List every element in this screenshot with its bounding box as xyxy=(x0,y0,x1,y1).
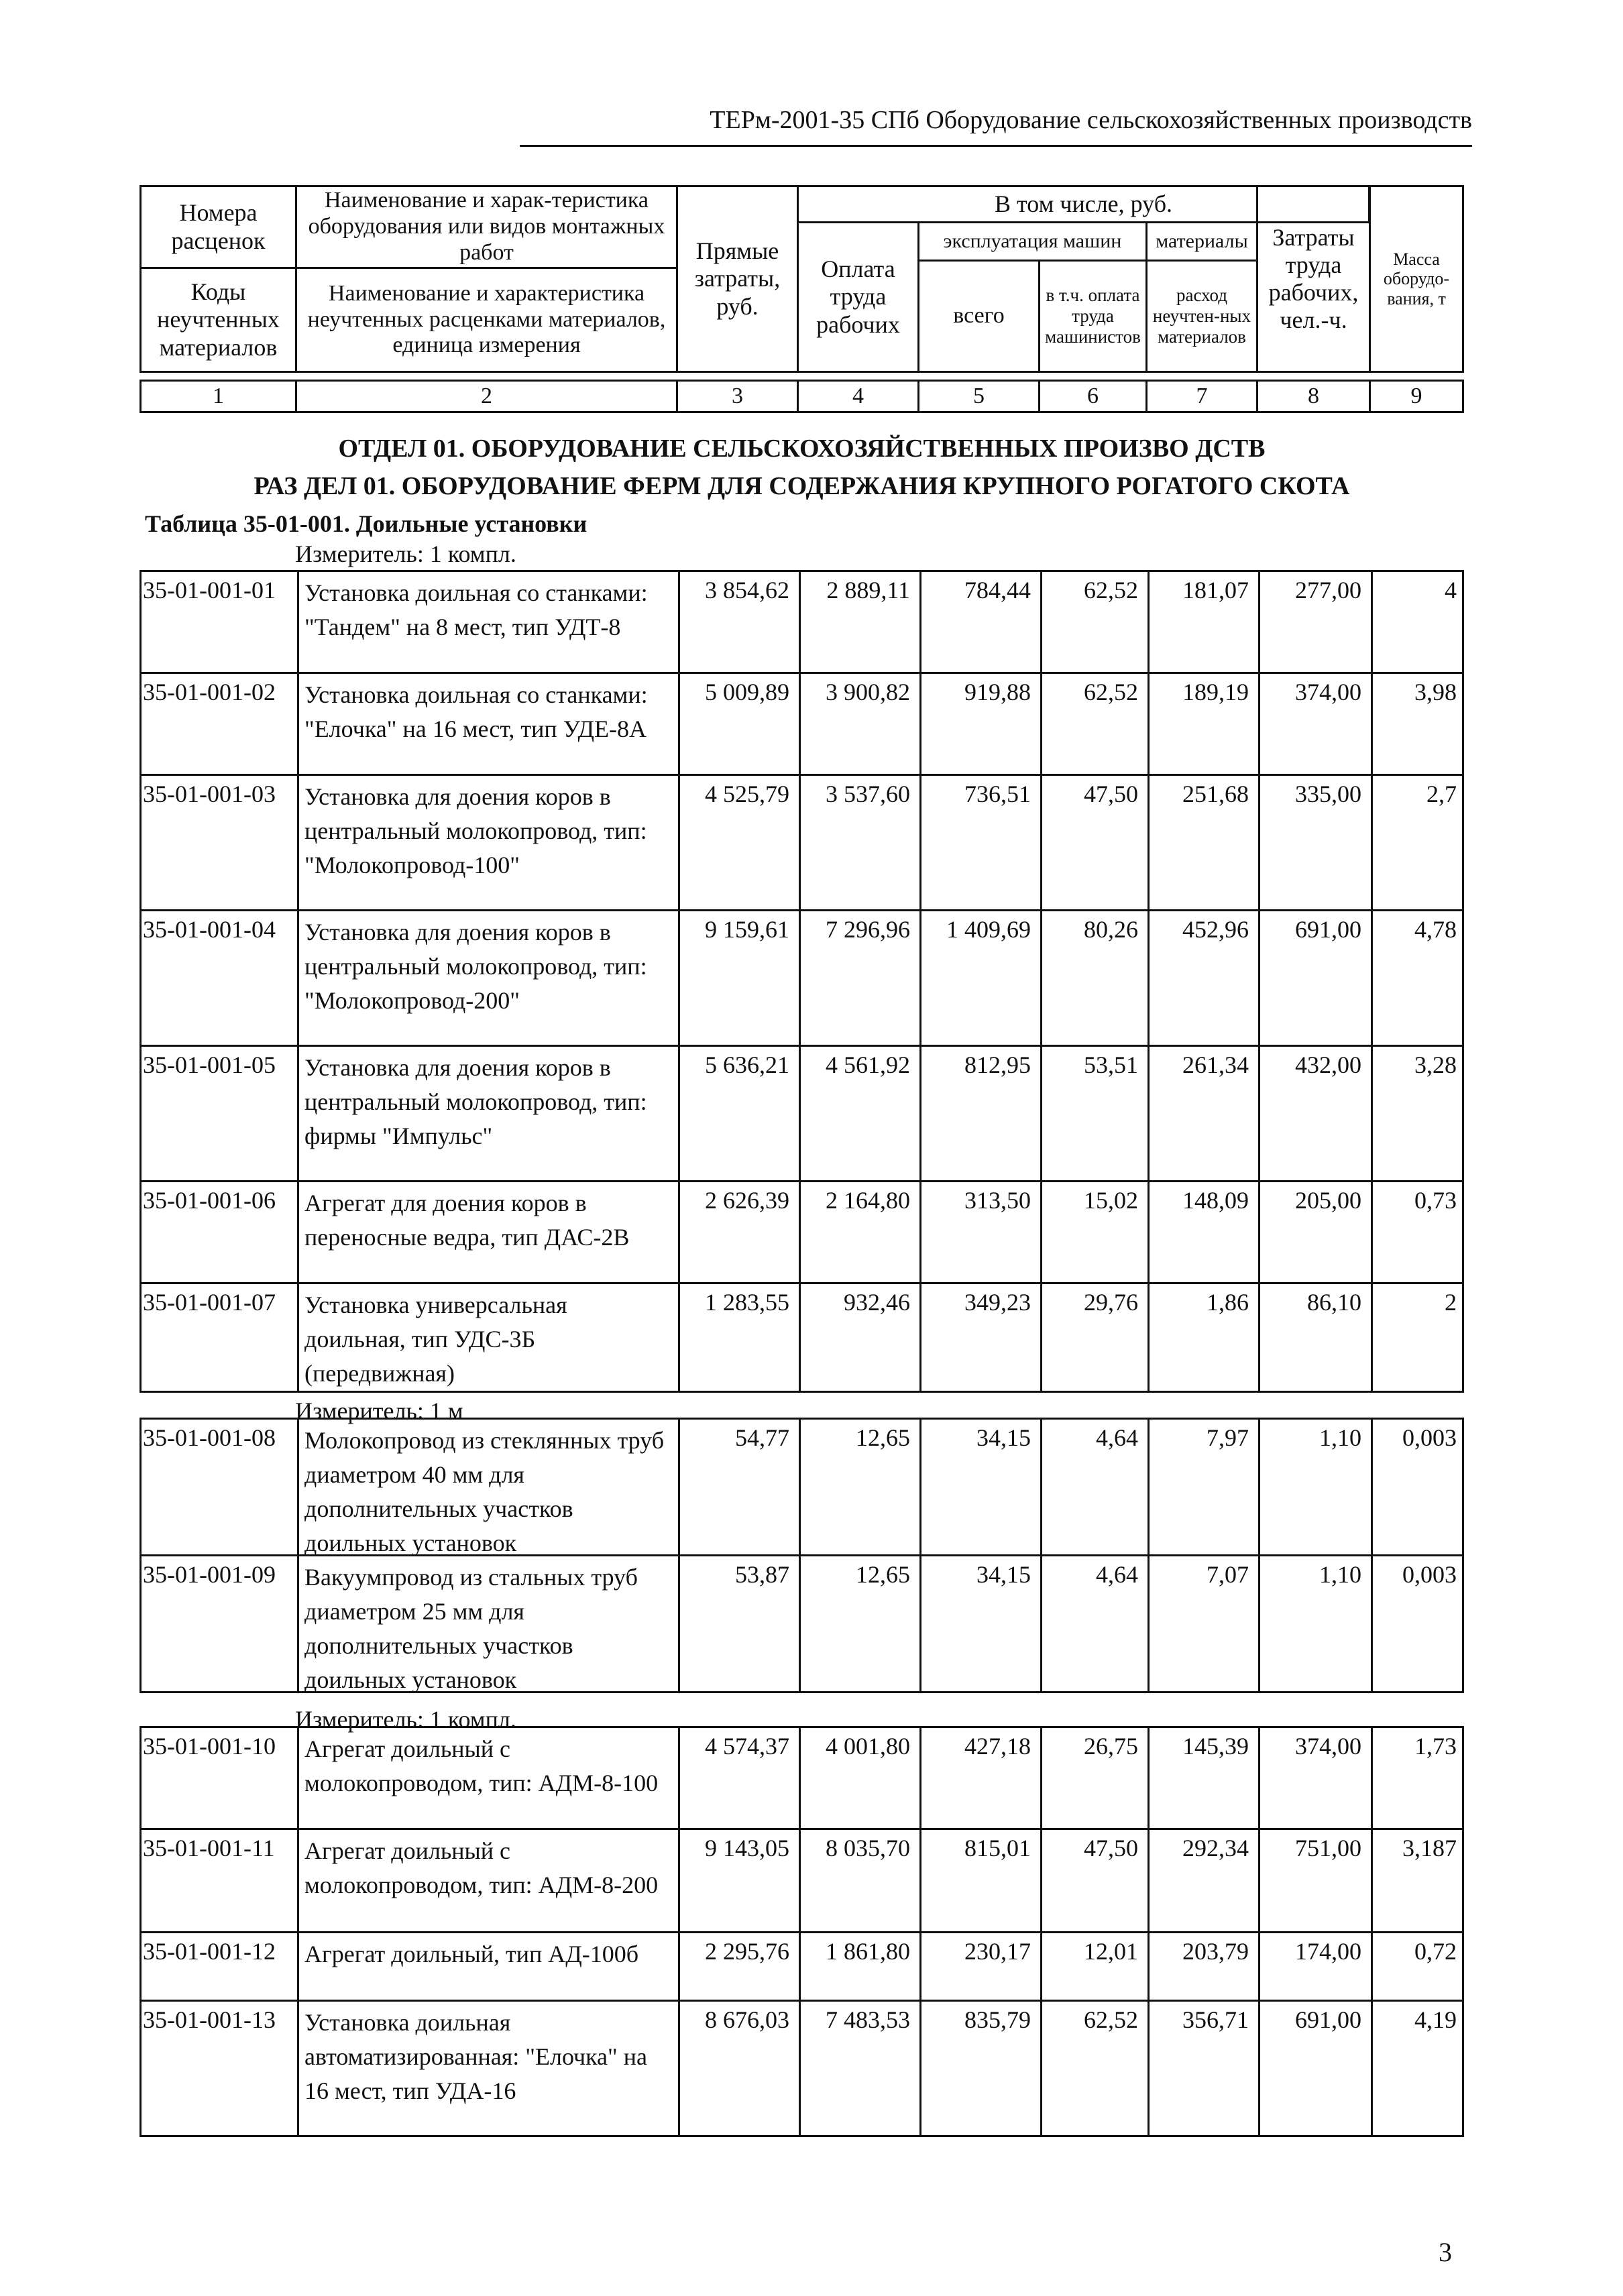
machine-total: 427,18 xyxy=(919,1728,1040,1828)
header-col7: расход неучтен-ных материалов xyxy=(1145,260,1258,373)
rate-code: 35-01-001-11 xyxy=(143,1835,275,1861)
rate-code: 35-01-001-12 xyxy=(143,1938,276,1965)
table-row xyxy=(139,1180,1464,1284)
col-number: 3 xyxy=(676,380,799,413)
machine-total: 34,15 xyxy=(919,1556,1040,1691)
table-row xyxy=(139,1931,1464,2002)
machinist-pay: 80,26 xyxy=(1040,911,1148,1045)
machinist-pay: 4,64 xyxy=(1040,1556,1148,1691)
labor-pay: 7 296,96 xyxy=(799,911,919,1045)
labor-pay: 3 537,60 xyxy=(799,776,919,909)
equipment-mass: 4,19 xyxy=(1371,2002,1466,2135)
equipment-mass: 2,7 xyxy=(1371,776,1466,909)
labor-pay: 8 035,70 xyxy=(799,1830,919,1931)
col-number: 7 xyxy=(1145,380,1258,413)
work-name: Установка для доения коров в центральный молокопровод, тип: фирмы "Импульс" xyxy=(297,1047,678,1180)
direct-costs: 5 636,21 xyxy=(678,1047,799,1180)
work-name: Установка доильная автоматизированная: "Елочка" на 16 мест, тип УДА-16 xyxy=(297,2002,678,2135)
table-row xyxy=(139,1828,1464,1933)
table-row xyxy=(139,672,1464,776)
direct-costs: 54,77 xyxy=(678,1420,799,1554)
machine-total: 313,50 xyxy=(919,1182,1040,1282)
direct-costs: 8 676,03 xyxy=(678,2002,799,2135)
labor-hours: 86,10 xyxy=(1258,1284,1371,1391)
col-number: 1 xyxy=(139,380,297,413)
table-row xyxy=(139,909,1464,1047)
machine-total: 812,95 xyxy=(919,1047,1040,1180)
labor-pay: 7 483,53 xyxy=(799,2002,919,2135)
header-machines: эксплуатация машин xyxy=(917,221,1148,262)
direct-costs: 53,87 xyxy=(678,1556,799,1691)
machinist-pay: 62,52 xyxy=(1040,572,1148,672)
equipment-mass: 4,78 xyxy=(1371,911,1466,1045)
rate-code: 35-01-001-01 xyxy=(143,577,276,604)
header-col4: Оплата труда рабочих xyxy=(797,221,919,373)
equipment-mass: 0,003 xyxy=(1371,1556,1466,1691)
header-col8: Затраты труда рабочих, чел.-ч. xyxy=(1256,185,1371,373)
materials-cost: 452,96 xyxy=(1148,911,1258,1045)
materials-cost: 261,34 xyxy=(1148,1047,1258,1180)
direct-costs: 2 295,76 xyxy=(678,1933,799,2000)
labor-pay: 4 001,80 xyxy=(799,1728,919,1828)
rate-code: 35-01-001-02 xyxy=(143,679,276,705)
header-col1-top: Номера расценок xyxy=(139,185,297,269)
machine-total: 784,44 xyxy=(919,572,1040,672)
equipment-mass: 3,98 xyxy=(1371,674,1466,774)
labor-hours: 374,00 xyxy=(1258,674,1371,774)
department-title: ОТДЕЛ 01. ОБОРУДОВАНИЕ СЕЛЬСКОХОЗЯЙСТВЕННЫХ ПРОИЗВО ДСТВ xyxy=(338,435,1266,463)
labor-hours: 277,00 xyxy=(1258,572,1371,672)
table-title: Таблица 35-01-001. Доильные установки xyxy=(145,510,587,537)
rate-code: 35-01-001-08 xyxy=(143,1424,276,1451)
materials-cost: 181,07 xyxy=(1148,572,1258,672)
materials-cost: 292,34 xyxy=(1148,1830,1258,1931)
running-title: ТЕРм-2001-35 СПб Оборудование сельскохозяйственных производств xyxy=(710,106,1472,134)
direct-costs: 4 574,37 xyxy=(678,1728,799,1828)
rate-code: 35-01-001-09 xyxy=(143,1561,276,1588)
machine-total: 1 409,69 xyxy=(919,911,1040,1045)
equipment-mass: 2 xyxy=(1371,1284,1466,1391)
machine-total: 230,17 xyxy=(919,1933,1040,2000)
machinist-pay: 47,50 xyxy=(1040,1830,1148,1931)
equipment-mass: 3,187 xyxy=(1371,1830,1466,1931)
col-number: 4 xyxy=(797,380,919,413)
col-number: 6 xyxy=(1038,380,1148,413)
measure-unit: Измеритель: 1 компл. xyxy=(295,1706,516,1733)
header-incl: В том числе, руб. xyxy=(797,185,1370,223)
direct-costs: 1 283,55 xyxy=(678,1284,799,1391)
work-name: Агрегат доильный с молокопроводом, тип: АДМ-8-200 xyxy=(297,1830,678,1931)
materials-cost: 1,86 xyxy=(1148,1284,1258,1391)
header-col9: Масса оборудо-вания, т xyxy=(1369,185,1464,373)
equipment-mass: 0,003 xyxy=(1371,1420,1466,1554)
machine-total: 736,51 xyxy=(919,776,1040,909)
labor-hours: 691,00 xyxy=(1258,2002,1371,2135)
table-row xyxy=(139,570,1464,674)
labor-hours: 432,00 xyxy=(1258,1047,1371,1180)
labor-pay: 3 900,82 xyxy=(799,674,919,774)
machinist-pay: 15,02 xyxy=(1040,1182,1148,1282)
header-materials: материалы xyxy=(1145,221,1258,262)
header-col3: Прямые затраты, руб. xyxy=(676,185,799,373)
work-name: Установка доильная со станками: "Тандем" на 8 мест, тип УДТ-8 xyxy=(297,572,678,672)
labor-pay: 2 889,11 xyxy=(799,572,919,672)
header-col2-bottom: Наименование и характеристика неучтенных расценками материалов, единица измерения xyxy=(295,267,678,373)
table-header xyxy=(139,185,1464,413)
machine-total: 349,23 xyxy=(919,1284,1040,1391)
labor-pay: 12,65 xyxy=(799,1556,919,1691)
col-number: 8 xyxy=(1256,380,1371,413)
work-name: Агрегат доильный с молокопроводом, тип: АДМ-8-100 xyxy=(297,1728,678,1828)
direct-costs: 5 009,89 xyxy=(678,674,799,774)
direct-costs: 9 143,05 xyxy=(678,1830,799,1931)
equipment-mass: 3,28 xyxy=(1371,1047,1466,1180)
rate-code: 35-01-001-03 xyxy=(143,781,276,807)
table-row xyxy=(139,1726,1464,1830)
work-name: Установка доильная со станками: "Елочка" на 16 мест, тип УДЕ-8А xyxy=(297,674,678,774)
machinist-pay: 47,50 xyxy=(1040,776,1148,909)
page-number: 3 xyxy=(1439,2237,1452,2267)
table-row xyxy=(139,774,1464,911)
equipment-mass: 1,73 xyxy=(1371,1728,1466,1828)
machine-total: 34,15 xyxy=(919,1420,1040,1554)
work-name: Агрегат доильный, тип АД-100б xyxy=(297,1933,678,2000)
table-row xyxy=(139,2000,1464,2137)
materials-cost: 145,39 xyxy=(1148,1728,1258,1828)
rate-code: 35-01-001-13 xyxy=(143,2006,276,2033)
measure-unit: Измеритель: 1 м xyxy=(295,1397,463,1424)
labor-pay: 12,65 xyxy=(799,1420,919,1554)
header-col2-top: Наименование и харак-теристика оборудования или видов монтажных работ xyxy=(295,185,678,269)
direct-costs: 4 525,79 xyxy=(678,776,799,909)
labor-hours: 174,00 xyxy=(1258,1933,1371,2000)
table-row xyxy=(139,1554,1464,1693)
table-row xyxy=(139,1282,1464,1393)
machine-total: 815,01 xyxy=(919,1830,1040,1931)
labor-hours: 691,00 xyxy=(1258,911,1371,1045)
section-title: РАЗ ДЕЛ 01. ОБОРУДОВАНИЕ ФЕРМ ДЛЯ СОДЕРЖАНИЯ КРУПНОГО РОГАТОГО СКОТА xyxy=(254,472,1350,500)
labor-hours: 751,00 xyxy=(1258,1830,1371,1931)
rate-code: 35-01-001-04 xyxy=(143,916,276,943)
header-col1-bottom: Коды неучтенных материалов xyxy=(139,267,297,373)
machinist-pay: 53,51 xyxy=(1040,1047,1148,1180)
rate-code: 35-01-001-07 xyxy=(143,1289,276,1316)
labor-hours: 1,10 xyxy=(1258,1420,1371,1554)
work-name: Агрегат для доения коров в переносные ведра, тип ДАС-2В xyxy=(297,1182,678,1282)
materials-cost: 356,71 xyxy=(1148,2002,1258,2135)
work-name: Молокопровод из стеклянных труб диаметром 40 мм для дополнительных участков доильных установок xyxy=(297,1420,678,1554)
machinist-pay: 12,01 xyxy=(1040,1933,1148,2000)
col-number: 2 xyxy=(295,380,678,413)
work-name: Вакуумпровод из стальных труб диаметром 25 мм для дополнительных участков доильных установок xyxy=(297,1556,678,1691)
equipment-mass: 0,73 xyxy=(1371,1182,1466,1282)
machine-total: 835,79 xyxy=(919,2002,1040,2135)
labor-hours: 335,00 xyxy=(1258,776,1371,909)
materials-cost: 251,68 xyxy=(1148,776,1258,909)
labor-pay: 932,46 xyxy=(799,1284,919,1391)
machine-total: 919,88 xyxy=(919,674,1040,774)
direct-costs: 2 626,39 xyxy=(678,1182,799,1282)
materials-cost: 7,97 xyxy=(1148,1420,1258,1554)
materials-cost: 148,09 xyxy=(1148,1182,1258,1282)
labor-pay: 4 561,92 xyxy=(799,1047,919,1180)
col-number: 5 xyxy=(917,380,1040,413)
machinist-pay: 29,76 xyxy=(1040,1284,1148,1391)
rate-code: 35-01-001-06 xyxy=(143,1187,276,1214)
work-name: Установка универсальная доильная, тип УДС-3Б (передвижная) xyxy=(297,1284,678,1391)
materials-cost: 189,19 xyxy=(1148,674,1258,774)
equipment-mass: 0,72 xyxy=(1371,1933,1466,2000)
machinist-pay: 26,75 xyxy=(1040,1728,1148,1828)
col-number: 9 xyxy=(1369,380,1464,413)
materials-cost: 203,79 xyxy=(1148,1933,1258,2000)
header-col6: в т.ч. оплата труда машинистов xyxy=(1038,260,1148,373)
measure-unit: Измеритель: 1 компл. xyxy=(295,540,516,567)
header-rule xyxy=(520,145,1472,147)
work-name: Установка для доения коров в центральный молокопровод, тип: "Молокопровод-100" xyxy=(297,776,678,909)
header-col5: всего xyxy=(917,260,1040,373)
machinist-pay: 62,52 xyxy=(1040,2002,1148,2135)
equipment-mass: 4 xyxy=(1371,572,1466,672)
labor-pay: 1 861,80 xyxy=(799,1933,919,2000)
labor-pay: 2 164,80 xyxy=(799,1182,919,1282)
materials-cost: 7,07 xyxy=(1148,1556,1258,1691)
machinist-pay: 62,52 xyxy=(1040,674,1148,774)
table-row xyxy=(139,1045,1464,1182)
table-row xyxy=(139,1418,1464,1556)
labor-hours: 1,10 xyxy=(1258,1556,1371,1691)
rate-code: 35-01-001-05 xyxy=(143,1051,276,1078)
labor-hours: 374,00 xyxy=(1258,1728,1371,1828)
direct-costs: 9 159,61 xyxy=(678,911,799,1045)
direct-costs: 3 854,62 xyxy=(678,572,799,672)
labor-hours: 205,00 xyxy=(1258,1182,1371,1282)
rate-code: 35-01-001-10 xyxy=(143,1733,276,1760)
machinist-pay: 4,64 xyxy=(1040,1420,1148,1554)
work-name: Установка для доения коров в центральный молокопровод, тип: "Молокопровод-200" xyxy=(297,911,678,1045)
